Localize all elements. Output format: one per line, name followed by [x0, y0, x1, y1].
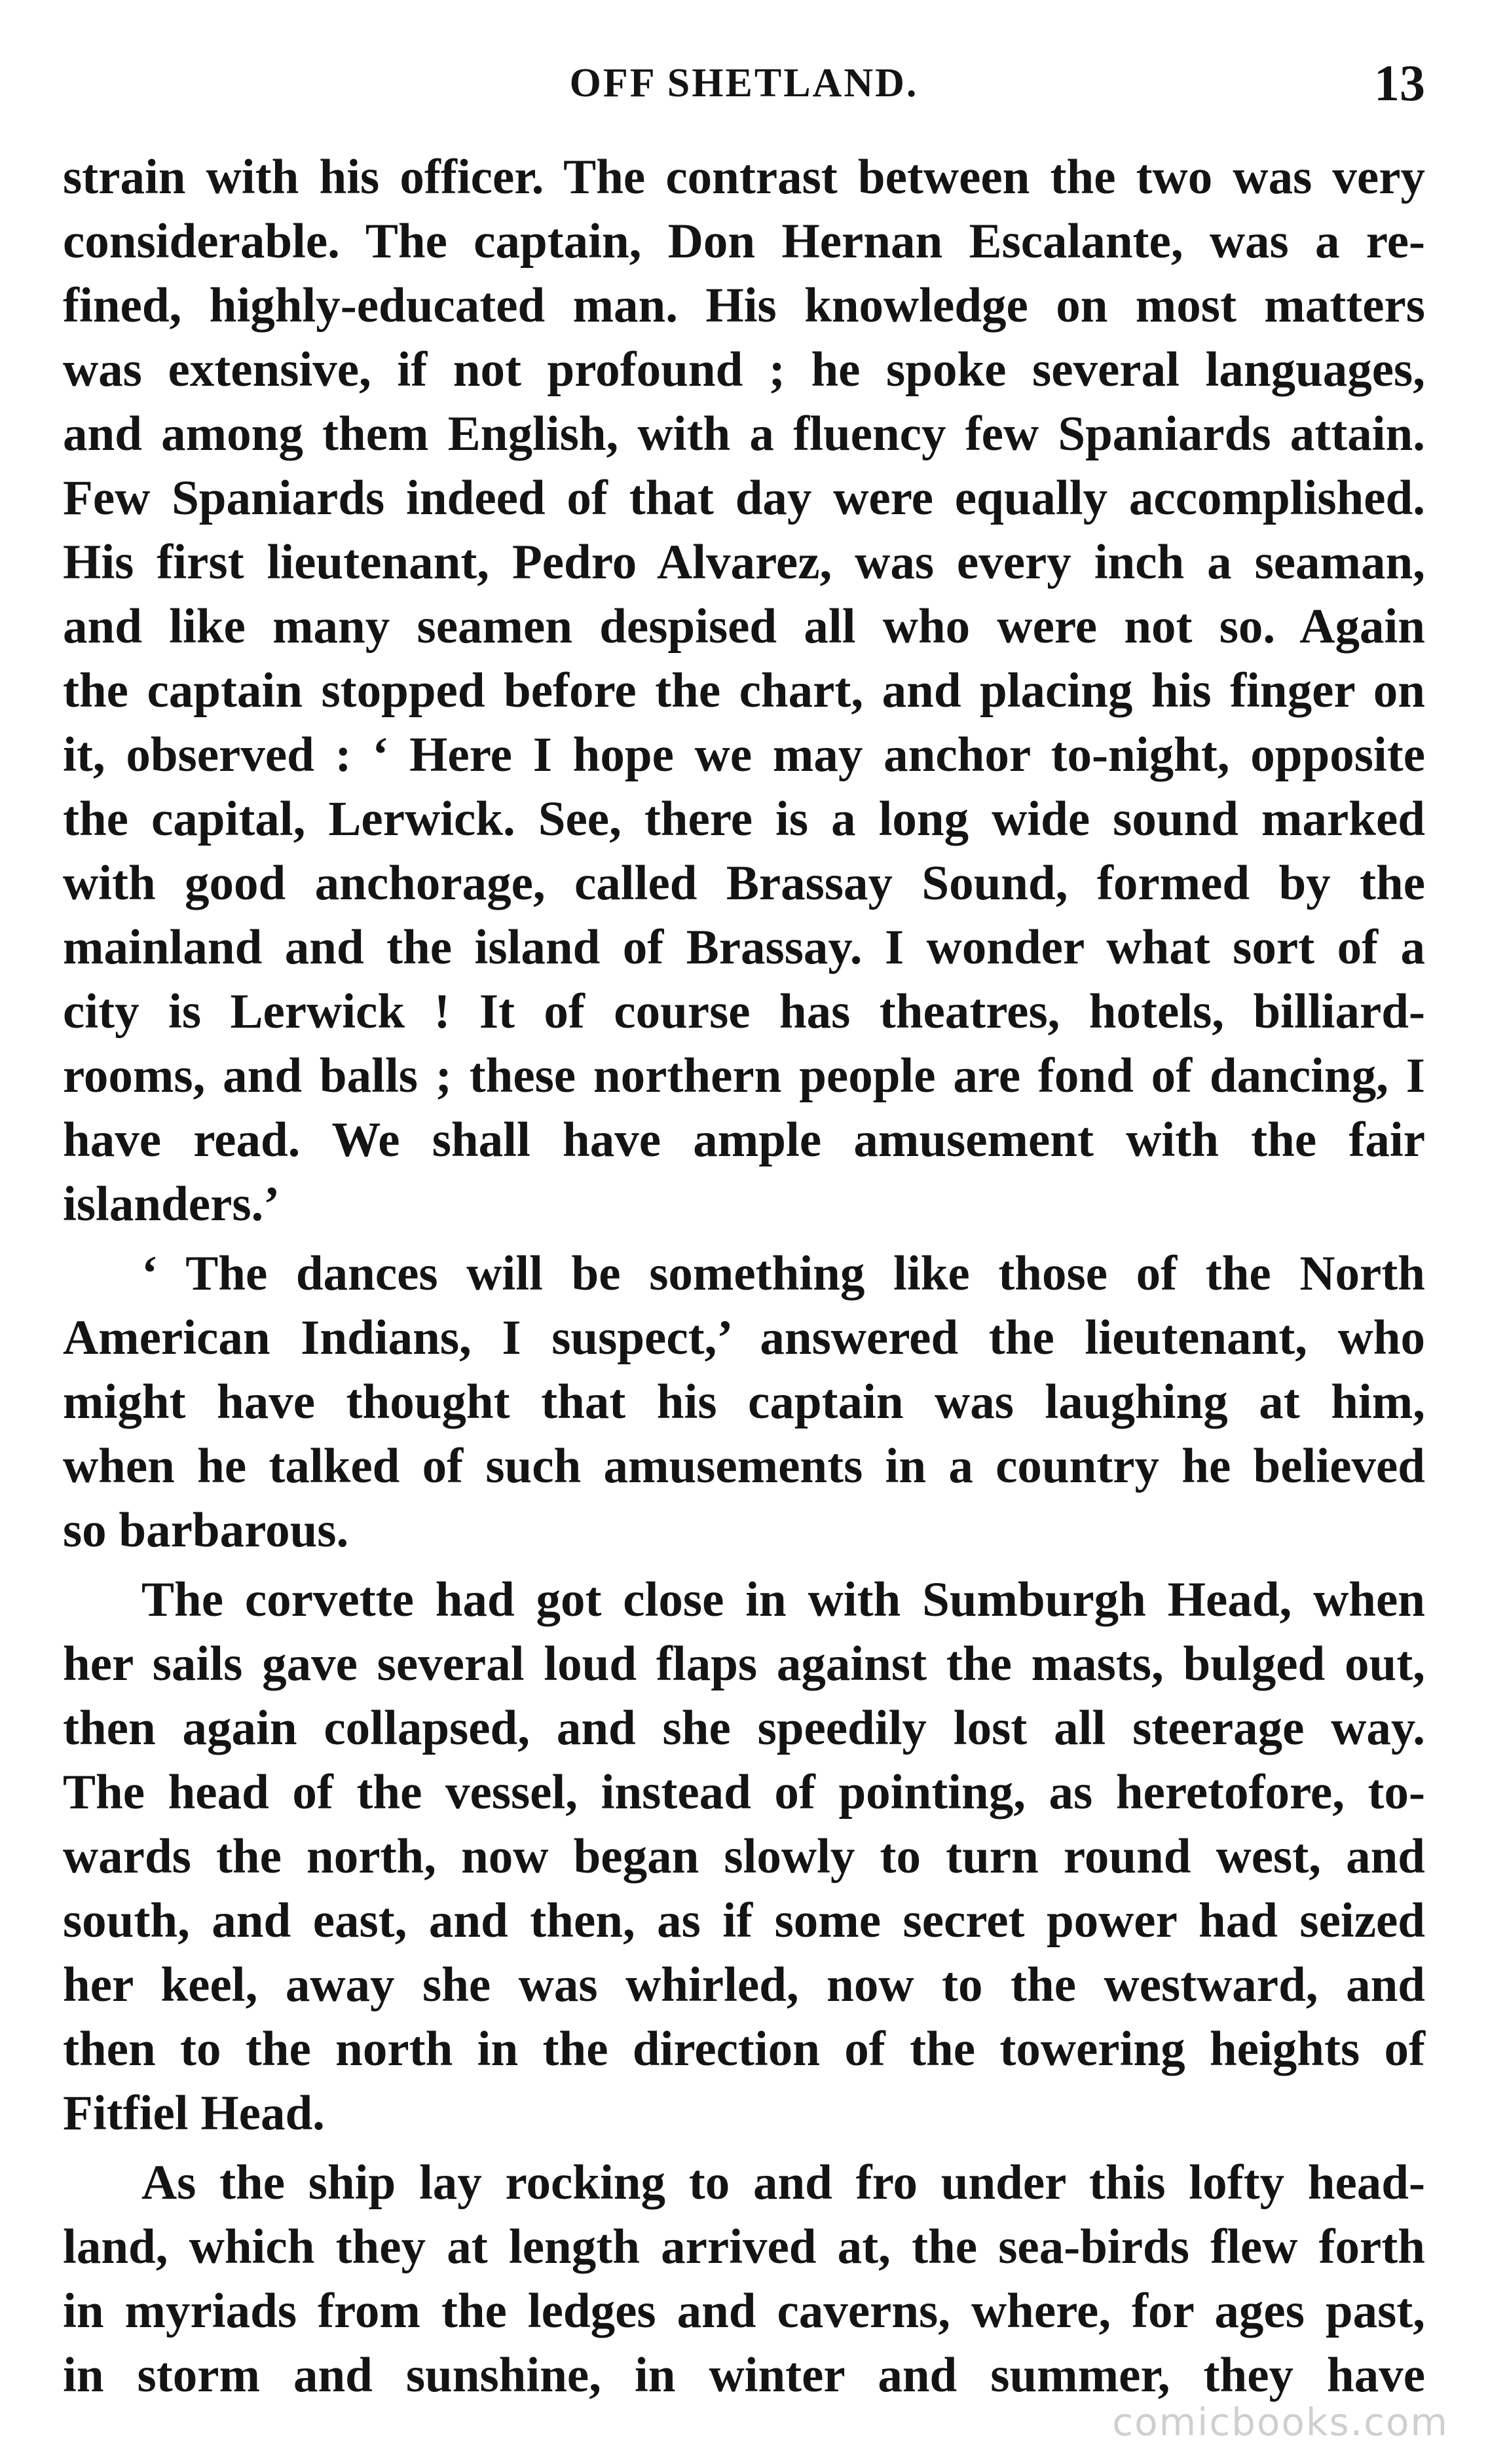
page-header [63, 47, 1425, 119]
text-line: As the ship lay rocking to and fro under this lofty head- [141, 2156, 1425, 2210]
text-line: and like many seamen despised all who were not so. Again [63, 599, 1425, 654]
text-line: have read. We shall have ample amusement with the fair [63, 1113, 1425, 1167]
text-line: when he talked of such amusements in a country he believed [63, 1439, 1425, 1493]
text-line: then to the north in the direction of the towering heights of [63, 2022, 1425, 2076]
watermark: comicbooks.com [1112, 2400, 1449, 2444]
text-line: The head of the vessel, instead of pointing, as heretofore, to- [63, 1765, 1425, 1820]
page-number: 13 [1374, 54, 1425, 111]
body-text [63, 145, 1425, 2413]
text-line: her keel, away she was whirled, now to the westward, and [63, 1958, 1425, 2012]
text-line: her sails gave several loud flaps against the masts, bulged out, [63, 1637, 1425, 1691]
text-line: was extensive, if not profound ; he spoke several languages, [63, 343, 1425, 397]
text-line: Fitfiel Head. [63, 2086, 325, 2140]
text-line: ‘ The dances will be something like those of the North [141, 1246, 1425, 1301]
text-line: wards the north, now began slowly to turn round west, and [63, 1829, 1425, 1884]
text-line: considerable. The captain, Don Hernan Escalante, was a re- [63, 214, 1425, 269]
text-line: the capital, Lerwick. See, there is a long wide sound marked [63, 792, 1425, 846]
text-line: rooms, and balls ; these northern people are fond of dancing, I [63, 1049, 1425, 1103]
text-line: land, which they at length arrived at, the sea-birds flew forth [63, 2220, 1425, 2274]
text-line: American Indians, I suspect,’ answered the lieutenant, who [63, 1311, 1425, 1365]
text-line: islanders.’ [63, 1177, 280, 1231]
text-line: city is Lerwick ! It of course has theatres, hotels, billiard- [63, 984, 1425, 1039]
paragraph [63, 1242, 1425, 1563]
text-line: then again collapsed, and she speedily lost all steerage way. [63, 1701, 1425, 1755]
text-line: strain with his officer. The contrast between the two was very [63, 150, 1425, 204]
text-line: The corvette had got close in with Sumburgh Head, when [141, 1573, 1425, 1627]
text-line: His first lieutenant, Pedro Alvarez, was every inch a seaman, [63, 535, 1425, 589]
text-line: fined, highly-educated man. His knowledge on most matters [63, 278, 1425, 333]
text-line: the captain stopped before the chart, and placing his finger on [63, 663, 1425, 718]
paragraph [63, 1568, 1425, 2146]
text-line: Few Spaniards indeed of that day were equally accomplished. [63, 471, 1425, 525]
text-line: south, and east, and then, as if some secret power had seized [63, 1894, 1425, 1948]
text-line: it, observed : ‘ Here I hope we may anchor to-night, opposite [63, 728, 1425, 782]
paragraph [63, 2151, 1425, 2408]
text-line: might have thought that his captain was laughing at him, [63, 1375, 1425, 1429]
paragraph [63, 145, 1425, 1237]
text-line: mainland and the island of Brassay. I wonder what sort of a [63, 920, 1425, 975]
text-line: in storm and sunshine, in winter and summer, they have [63, 2348, 1425, 2402]
text-line: and among them English, with a fluency few Spaniards attain. [63, 407, 1425, 461]
text-line: with good anchorage, called Brassay Sound, formed by the [63, 856, 1425, 910]
running-head: OFF SHETLAND. [569, 61, 919, 105]
text-line: so barbarous. [63, 1503, 349, 1558]
text-line: in myriads from the ledges and caverns, where, for ages past, [63, 2284, 1425, 2338]
